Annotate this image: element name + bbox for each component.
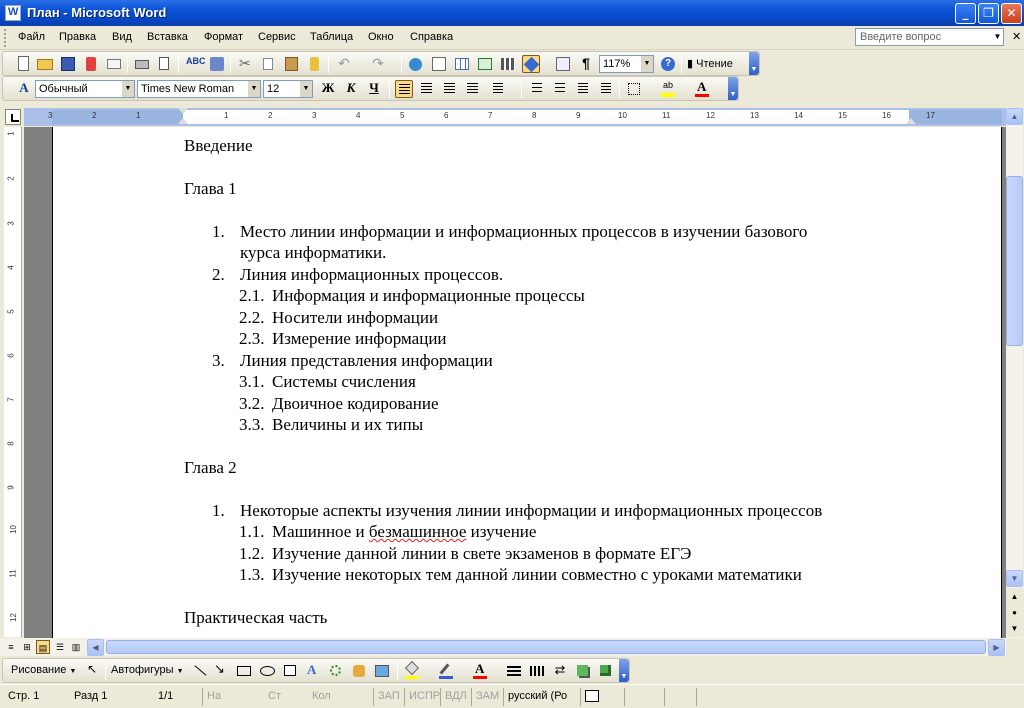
style-value: Обычный (39, 83, 88, 95)
restore-button[interactable]: ❐ (978, 3, 999, 24)
next-page-icon[interactable]: ▼ (1006, 620, 1023, 637)
ruler-number: 4 (356, 111, 361, 120)
sublist-number: 3.2. (239, 394, 265, 413)
diagram-icon[interactable] (327, 662, 345, 680)
print-layout-icon[interactable]: ▤ (36, 640, 50, 654)
draw-label: Рисование (11, 664, 67, 676)
undo-icon[interactable]: ↶ (338, 55, 350, 71)
sublist-item: Носители информации (272, 308, 439, 327)
window-title: План - Microsoft Word (27, 5, 167, 20)
title-bar (0, 0, 1024, 26)
styles-pane-icon[interactable]: A (19, 80, 29, 95)
sublist-number: 2.1. (239, 286, 265, 305)
format-painter-icon[interactable] (306, 55, 324, 73)
select-objects-icon[interactable]: ↖ (86, 662, 98, 676)
vruler-number: 10 (8, 525, 18, 534)
vertical-ruler[interactable] (4, 127, 22, 637)
ruler-number: 12 (706, 111, 715, 120)
style-dropdown-icon[interactable]: ▼ (122, 81, 134, 97)
right-indent-marker[interactable] (906, 118, 916, 124)
vertical-scroll-thumb[interactable] (1006, 176, 1023, 346)
status-overtype[interactable]: ЗАМ (471, 688, 503, 706)
horizontal-scrollbar-area (0, 638, 1006, 656)
paste-icon[interactable] (283, 55, 301, 73)
insert-excel-icon[interactable] (476, 55, 494, 73)
style-select[interactable] (35, 80, 135, 98)
list-item: Линия представления информации (240, 351, 493, 370)
menu-insert[interactable]: Вставка (147, 31, 188, 43)
underline-button[interactable]: Ч (369, 80, 379, 95)
open-icon[interactable] (36, 55, 54, 73)
columns-icon[interactable] (499, 55, 517, 73)
list-item: Место линии информации и информационных процессов в изучении базового (240, 222, 808, 241)
status-column[interactable]: Кол (312, 690, 331, 702)
ruler-number: 14 (794, 111, 803, 120)
sublist-item (272, 521, 536, 543)
font-size-value: 12 (267, 83, 280, 95)
browse-object-icon[interactable]: ● (1006, 604, 1023, 621)
hanging-indent-marker[interactable] (178, 118, 188, 124)
ruler-number: 15 (838, 111, 847, 120)
arrow-icon[interactable]: ↘ (214, 661, 225, 676)
spelling-book-icon (585, 690, 599, 702)
email-icon[interactable] (105, 55, 123, 73)
status-pages[interactable]: 1/1 (158, 690, 174, 702)
drawing-toolbar (2, 658, 630, 683)
prev-page-icon[interactable]: ▲ (1006, 588, 1023, 605)
align-center-icon[interactable] (418, 80, 436, 98)
sublist-number: 2.2. (239, 308, 265, 327)
vruler-number: 11 (8, 569, 18, 578)
ask-dropdown-icon[interactable]: ▼ (993, 32, 1002, 41)
list-item-continuation: курса информатики. (240, 243, 387, 262)
status-extend[interactable]: ВДЛ (440, 688, 471, 706)
ruler-number: 10 (618, 111, 627, 120)
sublist-item: Изучение некоторых тем данной линии совместно с уроками математики (272, 565, 802, 584)
print-icon[interactable] (133, 55, 151, 73)
vruler-number: 6 (6, 353, 16, 358)
status-at[interactable]: На (202, 688, 225, 706)
increase-indent-icon[interactable] (596, 80, 614, 98)
ruler-number: 17 (926, 111, 935, 120)
chapter2-heading: Глава 2 (184, 458, 237, 477)
status-language[interactable]: русский (Ро (503, 688, 571, 706)
bold-button[interactable]: Ж (321, 80, 335, 95)
document-map-icon[interactable] (554, 55, 572, 73)
drawing-font-color-icon[interactable]: A (471, 662, 489, 680)
tab-selector[interactable] (5, 109, 21, 125)
drawing-toolbar-options-icon[interactable]: ▼ (619, 659, 629, 682)
ruler-number: 2 (268, 111, 273, 120)
vruler-number: 9 (6, 485, 16, 490)
document-area[interactable] (24, 127, 1006, 638)
clipart-icon[interactable] (350, 662, 368, 680)
draw-menu-button[interactable] (11, 664, 76, 676)
sublist-item: Изучение данной линии в свете экзаменов в формате ЕГЭ (272, 544, 692, 563)
tables-borders-icon[interactable] (430, 55, 448, 73)
font-select[interactable] (137, 80, 261, 98)
show-formatting-icon[interactable]: ¶ (582, 55, 590, 71)
reading-mode-button[interactable] (687, 57, 733, 70)
formatting-toolbar (2, 76, 739, 101)
sublist-number: 1.2. (239, 544, 265, 563)
status-page[interactable]: Стр. 1 (8, 690, 40, 702)
close-button[interactable]: ✕ (1001, 3, 1022, 24)
ruler-number: 5 (400, 111, 405, 120)
hyperlink-icon[interactable] (407, 55, 425, 73)
ruler-number: 3 (48, 111, 53, 120)
print-preview-icon[interactable] (156, 55, 174, 73)
vruler-number: 1 (6, 131, 16, 136)
reading-view-icon[interactable]: ▥ (71, 642, 81, 652)
font-color-icon[interactable]: A (693, 80, 711, 98)
autoshapes-label: Автофигуры (111, 664, 174, 676)
scroll-up-icon[interactable]: ▲ (1006, 108, 1023, 125)
vertical-scrollbar[interactable] (1006, 108, 1023, 638)
picture-icon[interactable] (373, 662, 391, 680)
oval-icon[interactable] (258, 662, 276, 680)
insert-table-icon[interactable] (453, 55, 471, 73)
ruler-number: 9 (576, 111, 581, 120)
font-dropdown-icon[interactable]: ▼ (248, 81, 260, 97)
numbering-icon[interactable] (527, 80, 545, 98)
list-item: Некоторые аспекты изучения линии информации и информационных процессов (240, 501, 823, 520)
drawing-toggle-icon[interactable] (522, 55, 540, 73)
standard-toolbar-options-icon[interactable]: ▼ (749, 52, 759, 75)
highlight-icon[interactable]: ab (659, 80, 677, 98)
font-size-dropdown-icon[interactable]: ▼ (300, 81, 312, 97)
ask-question-input[interactable]: Введите вопрос (855, 28, 1004, 46)
vruler-number: 5 (6, 309, 16, 314)
wordart-icon[interactable]: A (307, 662, 317, 677)
fill-color-icon[interactable] (403, 662, 421, 680)
vruler-number: 2 (6, 176, 16, 181)
menu-view[interactable]: Вид (112, 31, 132, 43)
chapter1-heading: Глава 1 (184, 179, 237, 198)
ruler-number: 3 (312, 111, 317, 120)
list-number: 2. (212, 265, 225, 284)
status-section[interactable]: Разд 1 (74, 690, 108, 702)
ruler-paper (52, 110, 1002, 124)
normal-view-icon[interactable]: ≡ (8, 642, 14, 652)
ruler-number: 6 (444, 111, 449, 120)
ruler-number: 7 (488, 111, 493, 120)
standard-toolbar (2, 51, 760, 76)
close-document-button[interactable]: ✕ (1012, 31, 1022, 43)
spelling-icon[interactable]: ABC (186, 56, 206, 66)
vruler-number: 4 (6, 265, 16, 270)
zoom-value: 117% (603, 58, 631, 70)
new-icon[interactable] (15, 55, 33, 73)
list-item: Линия информационных процессов. (240, 265, 504, 284)
vruler-number: 7 (6, 397, 16, 402)
menu-table[interactable]: Таблица (310, 31, 354, 43)
practice-heading: Практическая часть (184, 608, 328, 627)
line-color-icon[interactable] (437, 662, 455, 680)
status-record-macro[interactable]: ЗАП (373, 688, 404, 706)
sublist-item: Информация и информационные процессы (272, 286, 585, 305)
status-line[interactable]: Ст (268, 690, 281, 702)
menu-file[interactable]: Файл (18, 31, 46, 43)
permission-icon[interactable] (82, 55, 100, 73)
sublist-item: Измерение информации (272, 329, 447, 348)
status-track-changes[interactable]: ИСПР (404, 688, 444, 706)
list-number: 3. (212, 351, 225, 370)
draw-dropdown-icon: ▼ (69, 668, 77, 675)
align-right-icon[interactable] (441, 80, 459, 98)
redo-icon[interactable]: ↷ (372, 55, 384, 71)
rectangle-icon[interactable] (235, 662, 253, 680)
word-app-icon[interactable] (5, 5, 21, 21)
vruler-number: 12 (8, 613, 18, 622)
horizontal-scroll-thumb[interactable] (106, 640, 986, 654)
cut-icon[interactable]: ✂ (239, 55, 251, 71)
reading-label: Чтение (696, 58, 733, 70)
sublist-item: Системы счисления (272, 372, 416, 391)
text-run: Машинное и (272, 522, 369, 541)
minimize-button[interactable]: _ (955, 3, 976, 24)
menu-edit[interactable]: Правка (59, 31, 97, 43)
ruler-number: 13 (750, 111, 759, 120)
italic-button[interactable]: К (346, 80, 356, 95)
status-empty-cell (696, 688, 728, 706)
decrease-indent-icon[interactable] (573, 80, 591, 98)
justify-icon[interactable] (464, 80, 482, 98)
ruler-number: 16 (882, 111, 891, 120)
sublist-item: Двоичное кодирование (272, 394, 439, 413)
sublist-number: 1.3. (239, 565, 265, 584)
outline-view-icon[interactable]: ☰ (55, 642, 65, 652)
status-bar (0, 684, 1024, 708)
zoom-dropdown-icon[interactable]: ▼ (641, 56, 653, 72)
borders-icon[interactable] (625, 80, 643, 98)
intro-heading: Введение (184, 136, 253, 155)
book-icon: ▮ (687, 58, 694, 70)
scroll-left-icon[interactable]: ◀ (87, 639, 104, 656)
horizontal-ruler[interactable] (24, 108, 1006, 126)
ruler-right-margin (909, 110, 1002, 124)
web-view-icon[interactable]: ⊞ (23, 642, 31, 652)
3d-style-icon[interactable] (597, 662, 615, 680)
textbox-icon[interactable] (281, 662, 299, 680)
ruler-number: 2 (92, 111, 97, 120)
dash-style-icon[interactable] (528, 662, 546, 680)
sublist-number: 3.1. (239, 372, 265, 391)
font-value: Times New Roman (141, 83, 235, 95)
menu-format[interactable]: Формат (204, 31, 244, 43)
autoshapes-menu-button[interactable] (111, 664, 184, 676)
ruler-number: 8 (532, 111, 537, 120)
align-left-icon[interactable] (395, 80, 413, 98)
save-icon[interactable] (59, 55, 77, 73)
vruler-number: 3 (6, 221, 16, 226)
autoshapes-dropdown-icon: ▼ (176, 668, 184, 675)
line-spacing-icon[interactable] (487, 80, 505, 98)
help-icon[interactable]: ? (659, 55, 677, 73)
status-spelling[interactable] (580, 688, 624, 706)
menu-window[interactable]: Окно (368, 31, 394, 43)
scroll-down-icon[interactable]: ▼ (1006, 570, 1023, 587)
scroll-right-icon[interactable]: ▶ (988, 639, 1005, 656)
ruler-number: 1 (136, 111, 141, 120)
sublist-number: 2.3. (239, 329, 265, 348)
copy-icon[interactable] (260, 55, 278, 73)
arrow-style-icon[interactable]: ⇄ (554, 662, 566, 677)
ruler-number: 11 (662, 111, 671, 120)
bullets-icon[interactable] (550, 80, 568, 98)
sublist-item: Величины и их типы (272, 415, 424, 434)
shadow-style-icon[interactable] (574, 662, 592, 680)
ruler-number: 1 (224, 111, 229, 120)
status-empty-cell (624, 688, 664, 706)
ruler-left-margin (52, 110, 183, 124)
list-number: 1. (212, 222, 225, 241)
text-run: изучение (466, 522, 537, 541)
menu-grip[interactable] (4, 29, 8, 47)
vruler-number: 8 (6, 441, 16, 446)
line-icon[interactable] (191, 662, 209, 680)
line-style-icon[interactable] (505, 662, 523, 680)
font-size-select[interactable] (263, 80, 313, 98)
research-icon[interactable] (208, 55, 226, 73)
menu-tools[interactable]: Сервис (258, 31, 296, 43)
sublist-number: 3.3. (239, 415, 265, 434)
formatting-toolbar-options-icon[interactable]: ▼ (728, 77, 738, 100)
first-line-indent-marker[interactable] (178, 108, 188, 114)
zoom-select[interactable] (599, 55, 654, 73)
menu-help[interactable]: Справка (410, 31, 454, 43)
status-empty-cell (664, 688, 696, 706)
list-number: 1. (212, 501, 225, 520)
misspelled-word[interactable]: безмашинное (368, 522, 467, 541)
sublist-number: 1.1. (239, 522, 265, 541)
